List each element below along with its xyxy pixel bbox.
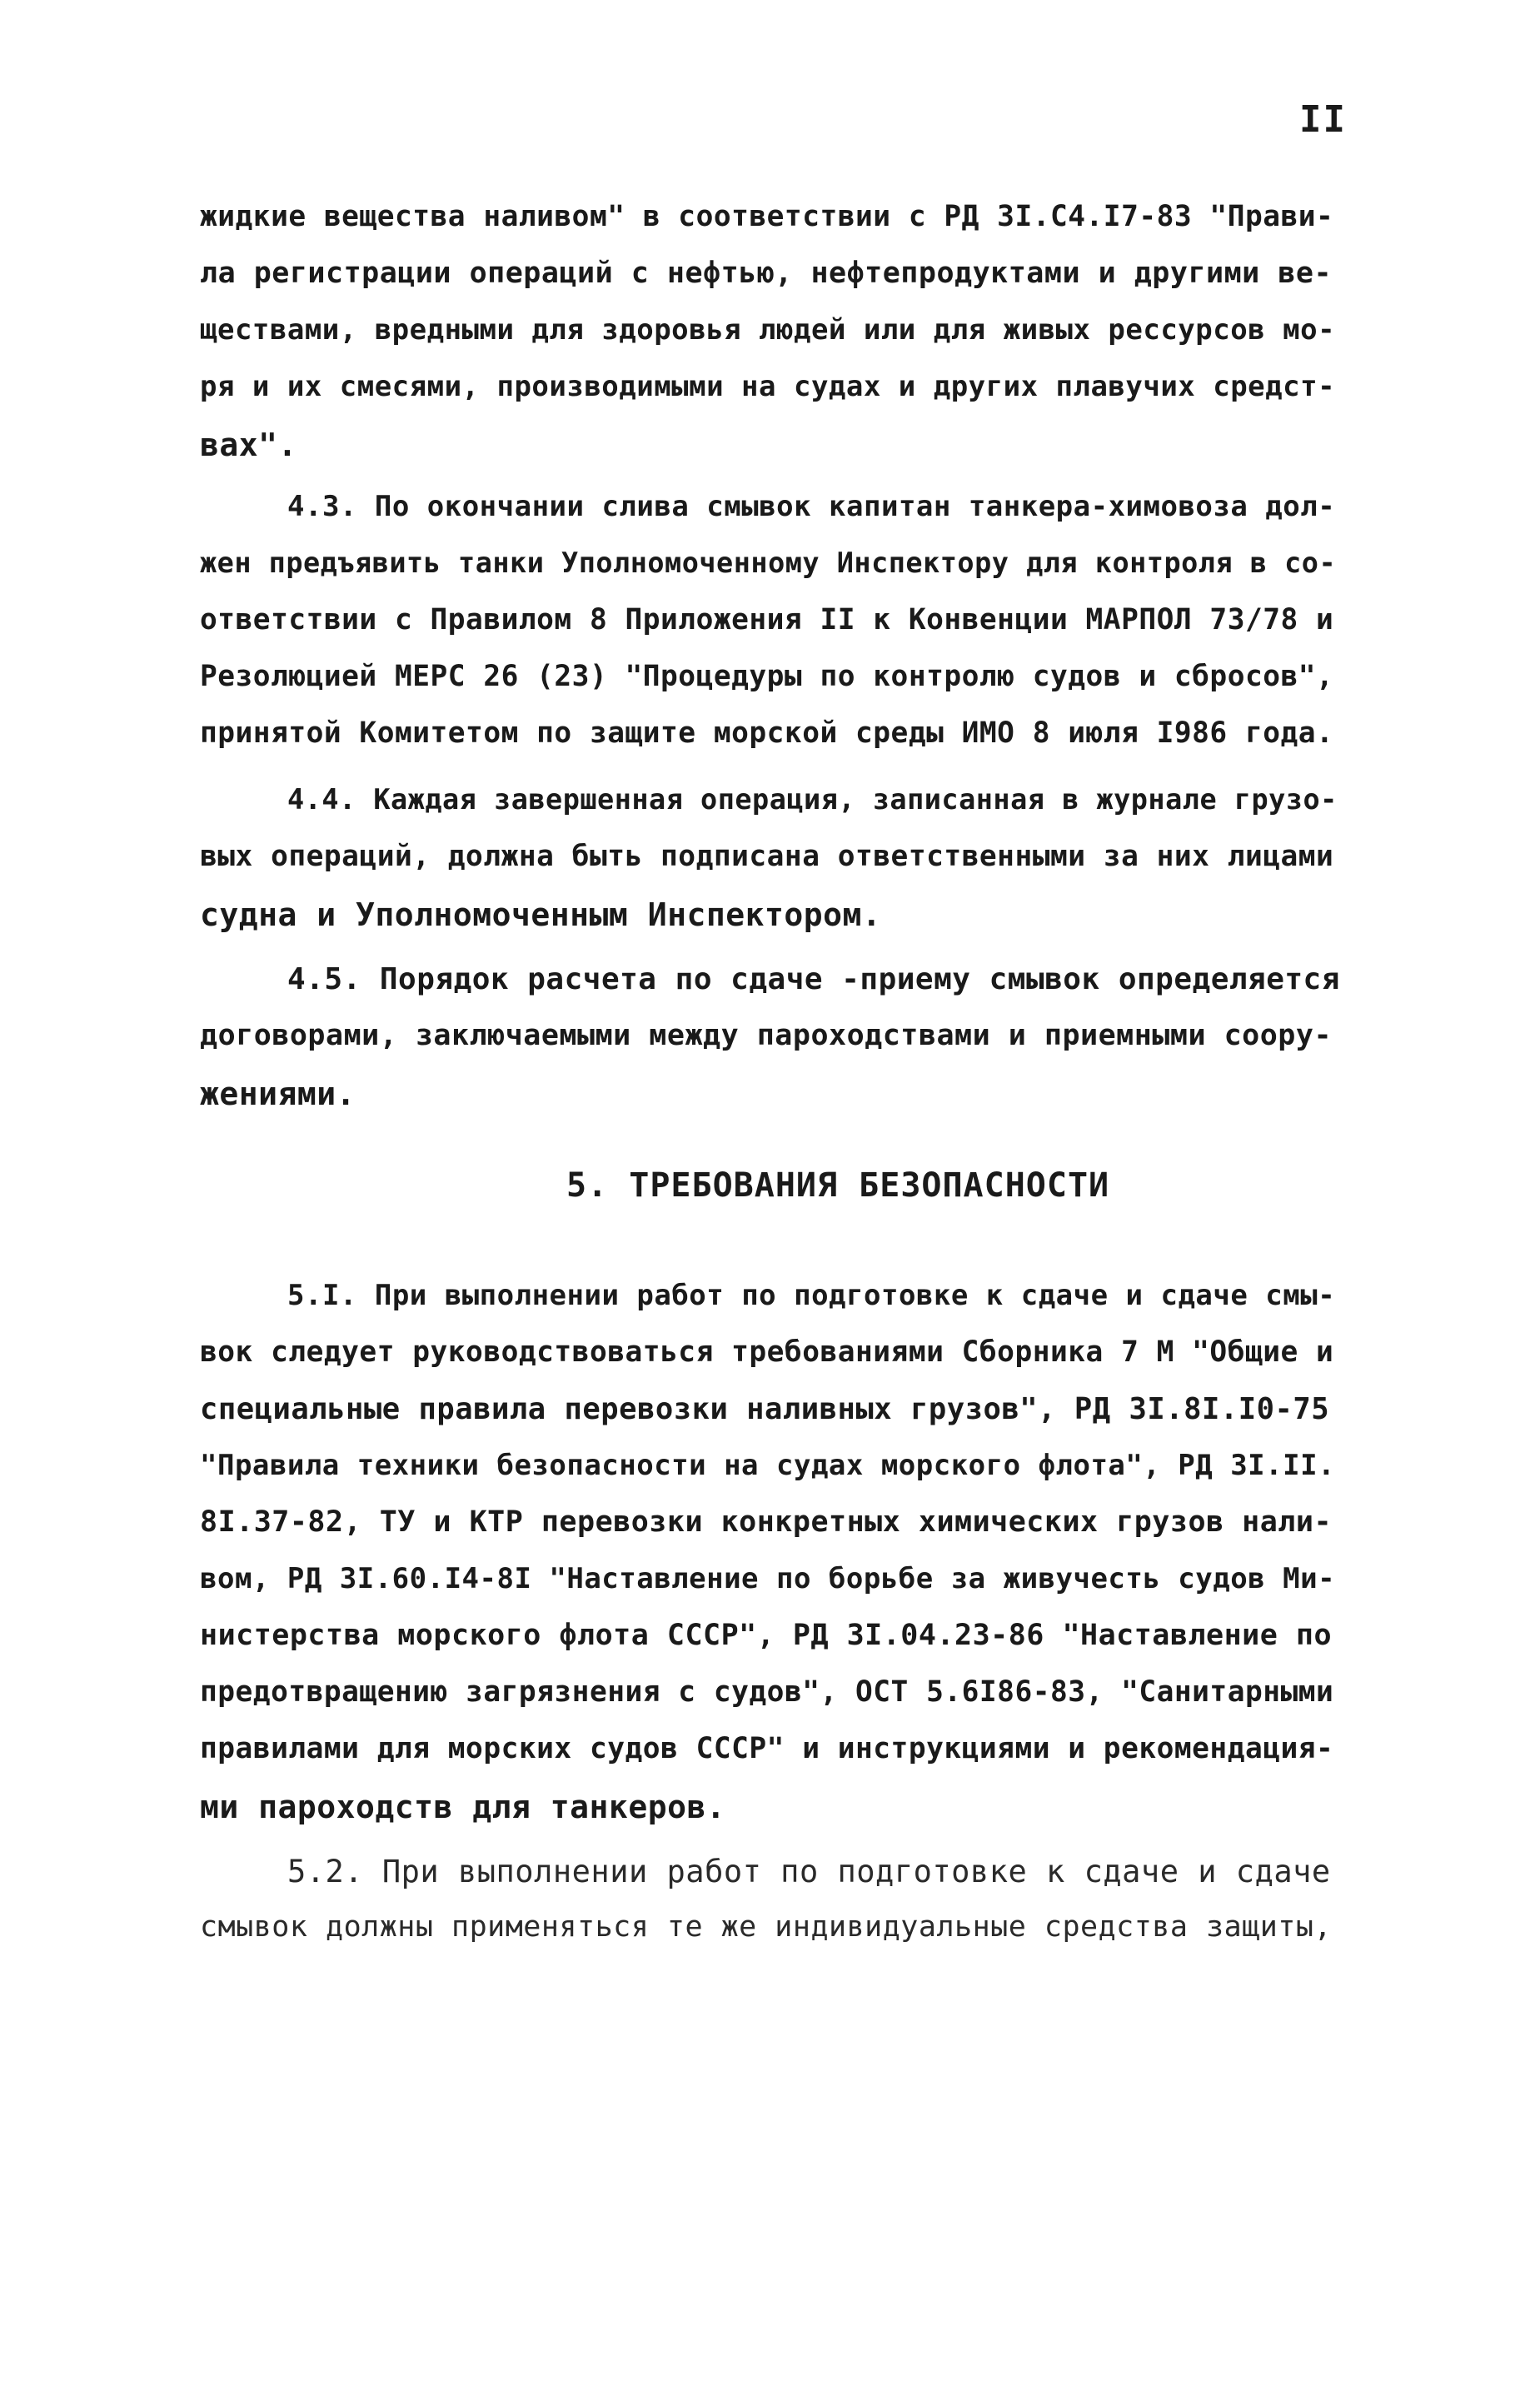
text-line: предотвращению загрязнения с судов", ОСТ 5.6I86-83, "Санитарными	[200, 1675, 1334, 1709]
section-heading: 5. ТРЕБОВАНИЯ БЕЗОПАСНОСТИ	[566, 1166, 1110, 1205]
text-line: смывок должны применяться те же индивидуальные средства защиты,	[200, 1910, 1333, 1944]
page-number: II	[1299, 98, 1347, 141]
text-line: ответствии с Правилом 8 Приложения II к Конвенции МАРПОЛ 73/78 и	[200, 603, 1334, 636]
text-line: вом, РД 3I.60.I4-8I "Наставление по борьбе за живучесть судов Ми-	[200, 1562, 1336, 1595]
text-line: 5.I. При выполнении работ по подготовке к сдаче и сдаче смы-	[287, 1279, 1336, 1312]
text-line: 8I.37-82, ТУ и КТР перевозки конкретных химических грузов нали-	[200, 1505, 1333, 1539]
text-line: нистерства морского флота СССР", РД 3I.04.23-86 "Наставление по	[200, 1619, 1333, 1652]
text-line: 4.5. Порядок расчета по сдаче -приему смывок определяется	[287, 962, 1340, 996]
text-line: жен предъявить танки Уполномоченному Инспектору для контроля в со-	[200, 547, 1337, 579]
text-line: вок следует руководствоваться требованиями Сборника 7 М "Общие и	[200, 1335, 1334, 1369]
text-line: 4.3. По окончании слива смывок капитан танкера-химовоза дол-	[287, 490, 1336, 523]
text-line: ла регистрации операций с нефтью, нефтепродуктами и другими ве-	[200, 257, 1333, 290]
text-line: судна и Уполномоченным Инспектором.	[200, 896, 882, 933]
text-line: 5.2. При выполнении работ по подготовке к сдаче и сдаче	[287, 1854, 1331, 1889]
text-line: правилами для морских судов СССР" и инструкциями и рекомендация-	[200, 1732, 1334, 1765]
text-line: жениями.	[200, 1076, 356, 1112]
text-line: ря и их смесями, производимыми на судах и других плавучих средст-	[200, 370, 1336, 403]
text-line: жидкие вещества наливом" в соответствии с РД 3I.С4.I7-83 "Прави-	[200, 200, 1334, 233]
text-line: вых операций, должна быть подписана ответственными за них лицами	[200, 840, 1334, 873]
text-line: 4.4. Каждая завершенная операция, записанная в журнале грузо-	[287, 783, 1338, 816]
text-line: "Правила техники безопасности на судах морского флота", РД 3I.II.	[200, 1449, 1336, 1482]
text-line: специальные правила перевозки наливных грузов", РД 3I.8I.I0-75	[200, 1392, 1330, 1426]
text-line: Резолюцией МЕРС 26 (23) "Процедуры по контролю судов и сбросов",	[200, 660, 1334, 693]
text-line: ществами, вредными для здоровья людей или для живых рессурсов мо-	[200, 313, 1336, 347]
text-line: договорами, заключаемыми между пароходствами и приемными соору-	[200, 1019, 1333, 1052]
text-line: ми пароходств для танкеров.	[200, 1789, 726, 1825]
text-line: принятой Комитетом по защите морской среды ИМО 8 июля I986 года.	[200, 716, 1334, 750]
text-line: вах".	[200, 427, 297, 463]
